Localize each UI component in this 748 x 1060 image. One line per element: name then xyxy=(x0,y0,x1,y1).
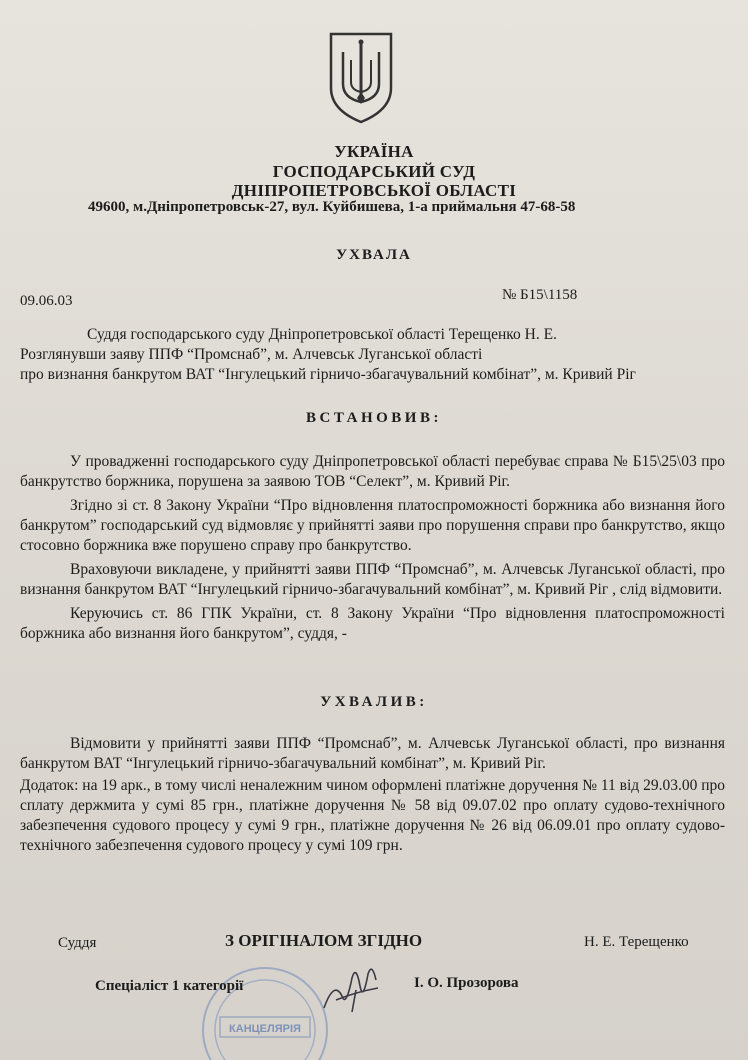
paragraph-law-article: Згідно зі ст. 8 Закону України “Про відновлення платоспроможності боржника або визнання його банкрутом” господарський суд відмовляє у прийнятті заяви про порушення справи про банкрутство, якщо стосовно боржника вже порушено справу про банкрутство. xyxy=(20,497,725,554)
judge-name: Н. Е. Терещенко xyxy=(584,934,689,950)
ruling-block xyxy=(20,734,725,856)
judge-label: Суддя xyxy=(58,935,97,951)
established-block xyxy=(20,452,725,644)
ruled-heading: УХВАЛИВ: xyxy=(320,694,428,710)
attachment-text: Додаток: на 19 арк., в тому числі неналежним чином оформлені платіжне доручення № 11 від 29.03.00 про сплату держмита у сумі 85 грн., платіжне доручення № 58 від 09.07.02 про оплату судово-технічного забезпечення судового процесу у сумі 9 грн., платіжне доручення № 26 від 06.09.01 про оплату судово-технічного забезпечення судового процесу у сумі 109 грн. xyxy=(20,777,725,854)
header-country: УКРАЇНА xyxy=(334,142,414,161)
handwritten-signature xyxy=(316,960,386,1020)
intro-line-2: Розглянувши заяву ППФ “Промснаб”, м. Алчевськ Луганської області xyxy=(20,346,483,363)
case-number: № Б15\1158 xyxy=(502,287,578,303)
ruling-text: Відмовити у прийнятті заяви ППФ “Промснаб”, м. Алчевськ Луганської області, про визнання банкрутом ВАТ “Інгулецький гірничо-збагачувальний комбінат”, м. Кривий Ріг. xyxy=(20,735,725,772)
paragraph-guided-by: Керуючись ст. 86 ГПК України, ст. 8 Закону України “Про відновлення платоспроможності боржника або визнання його банкрутом”, суддя, - xyxy=(20,605,725,642)
header-court: ГОСПОДАРСЬКИЙ СУД xyxy=(272,162,476,181)
specialist-name: І. О. Прозорова xyxy=(414,975,519,991)
header-address: 49600, м.Дніпропетровськ-27, вул. Куйбишева, 1-а приймальня 47-68-58 xyxy=(88,199,576,215)
intro-block xyxy=(20,325,725,385)
paragraph-proceedings: У провадженні господарського суду Дніпропетровської області перебуває справа № Б15\25\03 про банкрутство боржника, порушена за заявою ТОВ “Селект”, м. Кривий Ріг. xyxy=(20,453,725,490)
stamp-label: КАНЦЕЛЯРІЯ xyxy=(229,1023,301,1035)
doc-type-title: УХВАЛА xyxy=(336,247,412,263)
specialist-label: Спеціаліст 1 категорії xyxy=(95,978,244,994)
established-heading: ВСТАНОВИВ: xyxy=(306,410,442,426)
header-region: ДНІПРОПЕТРОВСЬКОЇ ОБЛАСТІ xyxy=(231,181,517,200)
coat-of-arms-icon xyxy=(327,30,395,125)
intro-line-1: Суддя господарського суду Дніпропетровської області Терещенко Н. Е. xyxy=(87,326,557,343)
paragraph-considering: Враховуючи викладене, у прийнятті заяви ППФ “Промснаб”, м. Алчевськ Луганської області, про визнання банкрутом ВАТ “Інгулецький гірничо-збагачувальний комбінат”, м. Кривий Ріг , слід відмовити. xyxy=(20,561,725,598)
intro-line-3: про визнання банкрутом ВАТ “Інгулецький гірничо-збагачувальний комбінат”, м. Кривий Ріг xyxy=(20,366,636,383)
document-date: 09.06.03 xyxy=(20,293,73,309)
certified-mark: З ОРІГІНАЛОМ ЗГІДНО xyxy=(225,931,423,950)
